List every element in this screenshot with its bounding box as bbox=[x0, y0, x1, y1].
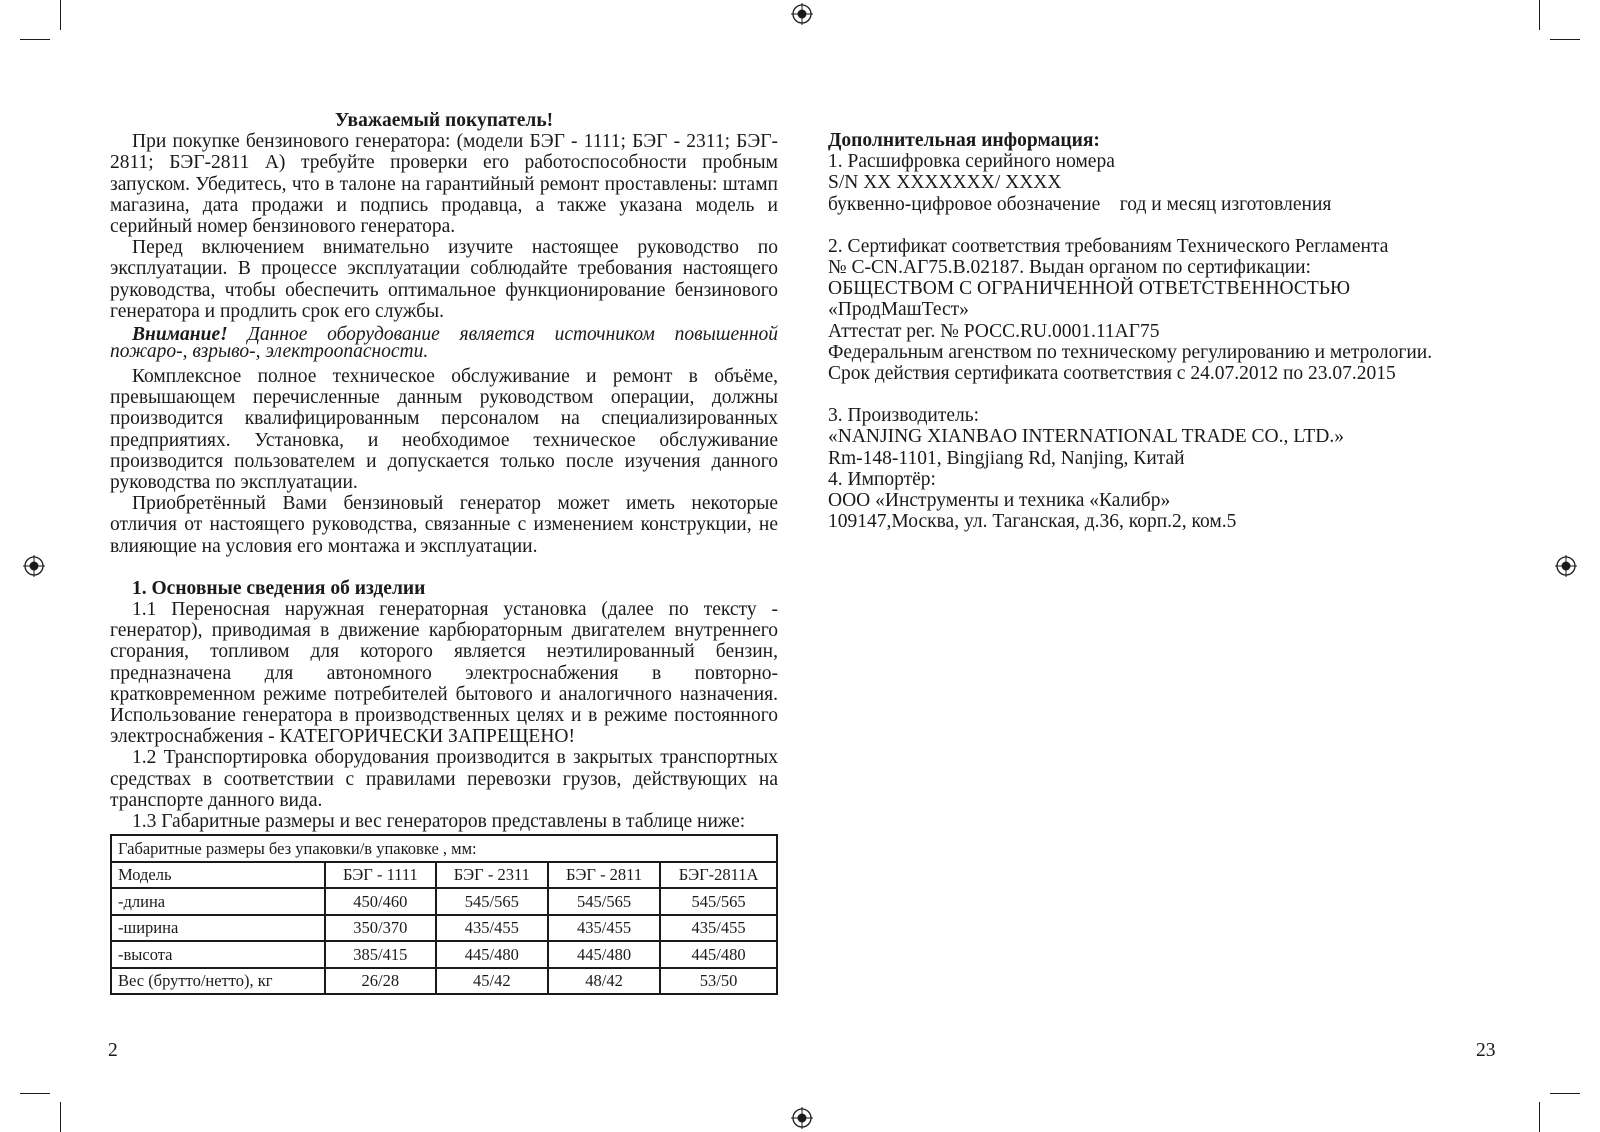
registration-mark-icon bbox=[791, 3, 813, 25]
info-line: буквенно-цифровое обозначение год и месяц изготовления bbox=[828, 193, 1332, 215]
table-cell: 435/455 bbox=[660, 915, 777, 942]
table-cell: 545/565 bbox=[436, 888, 548, 915]
table-cell: 445/480 bbox=[436, 941, 548, 968]
dimensions-table bbox=[110, 834, 778, 995]
table-row bbox=[111, 888, 777, 915]
greeting-heading: Уважаемый покупатель! bbox=[334, 110, 554, 131]
warning-text: Данное оборудование является источником повышенной пожаро-, взрыво-, электроопасности. bbox=[110, 324, 778, 363]
table-cell: 545/565 bbox=[548, 888, 660, 915]
table-header-cell: БЭГ - 2811 bbox=[548, 862, 660, 889]
registration-mark-icon bbox=[23, 555, 45, 577]
section-title: 1. Основные сведения об изделии bbox=[132, 577, 426, 599]
table-header-cell: Модель bbox=[111, 862, 325, 889]
section-paragraph: 1.3 Габаритные размеры и вес генераторов представлены в таблице ниже: bbox=[132, 811, 746, 833]
crop-mark bbox=[20, 39, 50, 40]
crop-mark bbox=[20, 1093, 50, 1094]
table-header-cell: БЭГ - 1111 bbox=[325, 862, 436, 889]
crop-mark bbox=[60, 0, 61, 30]
warning-label: Внимание! bbox=[132, 324, 228, 346]
intro-paragraph: Перед включением внимательно изучите настоящее руководство по эксплуатации. В процессе эксплуатации соблюдайте требования настоящего руководства, чтобы обеспечить оптимальное функционирование бензинового генератора и продлить срок его службы. bbox=[110, 237, 778, 322]
table-cell: -длина bbox=[111, 888, 325, 915]
additional-info-heading: Дополнительная информация: bbox=[828, 130, 1100, 151]
info-line: «ПродМашТест» bbox=[828, 299, 969, 321]
info-line: Аттестат рег. № РОСС.RU.0001.11АГ75 bbox=[828, 320, 1160, 342]
table-cell: 385/415 bbox=[325, 941, 436, 968]
registration-mark-icon bbox=[1555, 555, 1577, 577]
info-line: 2. Сертификат соответствия требованиям Технического Регламента bbox=[828, 235, 1389, 257]
table-cell: 545/565 bbox=[660, 888, 777, 915]
info-line: Срок действия сертификата соответствия с 24.07.2012 по 23.07.2015 bbox=[828, 363, 1396, 385]
intro-paragraph: При покупке бензинового генератора: (модели БЭГ - 1111; БЭГ - 2311; БЭГ- 2811; БЭГ-2811 А) требуйте проверки его работоспособности пробным запуском. Убедитесь, что в талоне на гарантийный ремонт проставлены: штамп магазина, дата продажи и подпись продавца, а также указана модель и серийный номер бензинового генератора. bbox=[110, 131, 778, 238]
info-line: Федеральным агенством по техническому регулированию и метрологии. bbox=[828, 341, 1433, 363]
table-row bbox=[111, 941, 777, 968]
table-cell: -высота bbox=[111, 941, 325, 968]
info-line: 4. Импортёр: bbox=[828, 468, 936, 490]
warning-paragraph bbox=[110, 324, 778, 363]
table-cell: 53/50 bbox=[660, 968, 777, 995]
registration-mark-icon bbox=[791, 1107, 813, 1129]
table-cell: 435/455 bbox=[548, 915, 660, 942]
crop-mark bbox=[60, 1102, 61, 1132]
table-caption-row bbox=[111, 835, 777, 862]
table-row bbox=[111, 968, 777, 995]
page-number-left: 2 bbox=[108, 1040, 118, 1061]
right-page bbox=[828, 130, 1508, 532]
info-line: № C-CN.АГ75.В.02187. Выдан органом по сертификации: bbox=[828, 257, 1311, 279]
page-number-right: 23 bbox=[1476, 1040, 1496, 1061]
table-cell: Вес (брутто/нетто), кг bbox=[111, 968, 325, 995]
info-line: ООО «Инструменты и техника «Калибр» bbox=[828, 490, 1171, 512]
body-paragraph: Приобретённый Вами бензиновый генератор может иметь некоторые отличия от настоящего руководства, связанные с изменением конструкции, не влияющие на условия его монтажа и эксплуатации. bbox=[110, 493, 778, 557]
info-line: «NANJING XIANBAO INTERNATIONAL TRADE CO., LTD.» bbox=[828, 426, 1344, 448]
table-cell: 26/28 bbox=[325, 968, 436, 995]
info-line: ОБЩЕСТВОМ С ОГРАНИЧЕННОЙ ОТВЕТСТВЕННОСТЬЮ bbox=[828, 278, 1351, 300]
info-line: 3. Производитель: bbox=[828, 405, 980, 427]
info-line: Rm-148-1101, Bingjiang Rd, Nanjing, Китай bbox=[828, 447, 1185, 469]
table-header-cell: БЭГ - 2311 bbox=[436, 862, 548, 889]
table-header-cell: БЭГ-2811А bbox=[660, 862, 777, 889]
table-cell: -ширина bbox=[111, 915, 325, 942]
table-cell: 48/42 bbox=[548, 968, 660, 995]
table-cell: 445/480 bbox=[548, 941, 660, 968]
section-paragraph: 1.1 Переносная наружная генераторная установка (далее по тексту - генератор), приводимая в движение карбюраторным двигателем внутреннего сгорания, топливом для которого является неэтилированный бензин, предназначена для автономного электроснабжения в повторно-кратковременном режиме потребителей бытового и аналогичного назначения. Использование генератора в производственных целях и в режиме постоянного электроснабжения - КАТЕГОРИЧЕСКИ ЗАПРЕЩЕНО! bbox=[110, 599, 778, 748]
info-line: 1. Расшифровка серийного номера bbox=[828, 151, 1115, 173]
crop-mark bbox=[1550, 39, 1580, 40]
info-line: S/N XX XXXXXXX/ XXXX bbox=[828, 172, 1062, 194]
info-line: 109147,Москва, ул. Таганская, д.36, корп.2, ком.5 bbox=[828, 511, 1237, 533]
table-cell: 445/480 bbox=[660, 941, 777, 968]
table-row bbox=[111, 915, 777, 942]
table-cell: 350/370 bbox=[325, 915, 436, 942]
body-paragraph: Комплексное полное техническое обслуживание и ремонт в объёме, превышающем перечисленные данным руководством операции, должны производится квалифицированным персоналом на специализированных предприятиях. Установка, и необходимое техническое обслуживание производится пользователем и допускается только после изучения данного руководства по эксплуатации. bbox=[110, 366, 778, 494]
crop-mark bbox=[1550, 1093, 1580, 1094]
table-cell: 450/460 bbox=[325, 888, 436, 915]
table-cell: 45/42 bbox=[436, 968, 548, 995]
table-header-row bbox=[111, 862, 777, 889]
crop-mark bbox=[1539, 1102, 1540, 1132]
left-page bbox=[110, 110, 778, 995]
crop-mark bbox=[1539, 0, 1540, 30]
table-caption: Габаритные размеры без упаковки/в упаковке , мм: bbox=[111, 835, 777, 862]
section-paragraph: 1.2 Транспортировка оборудования производится в закрытых транспортных средствах в соответствии с правилами перевозки грузов, действующих на транспорте данного вида. bbox=[110, 747, 778, 811]
table-cell: 435/455 bbox=[436, 915, 548, 942]
